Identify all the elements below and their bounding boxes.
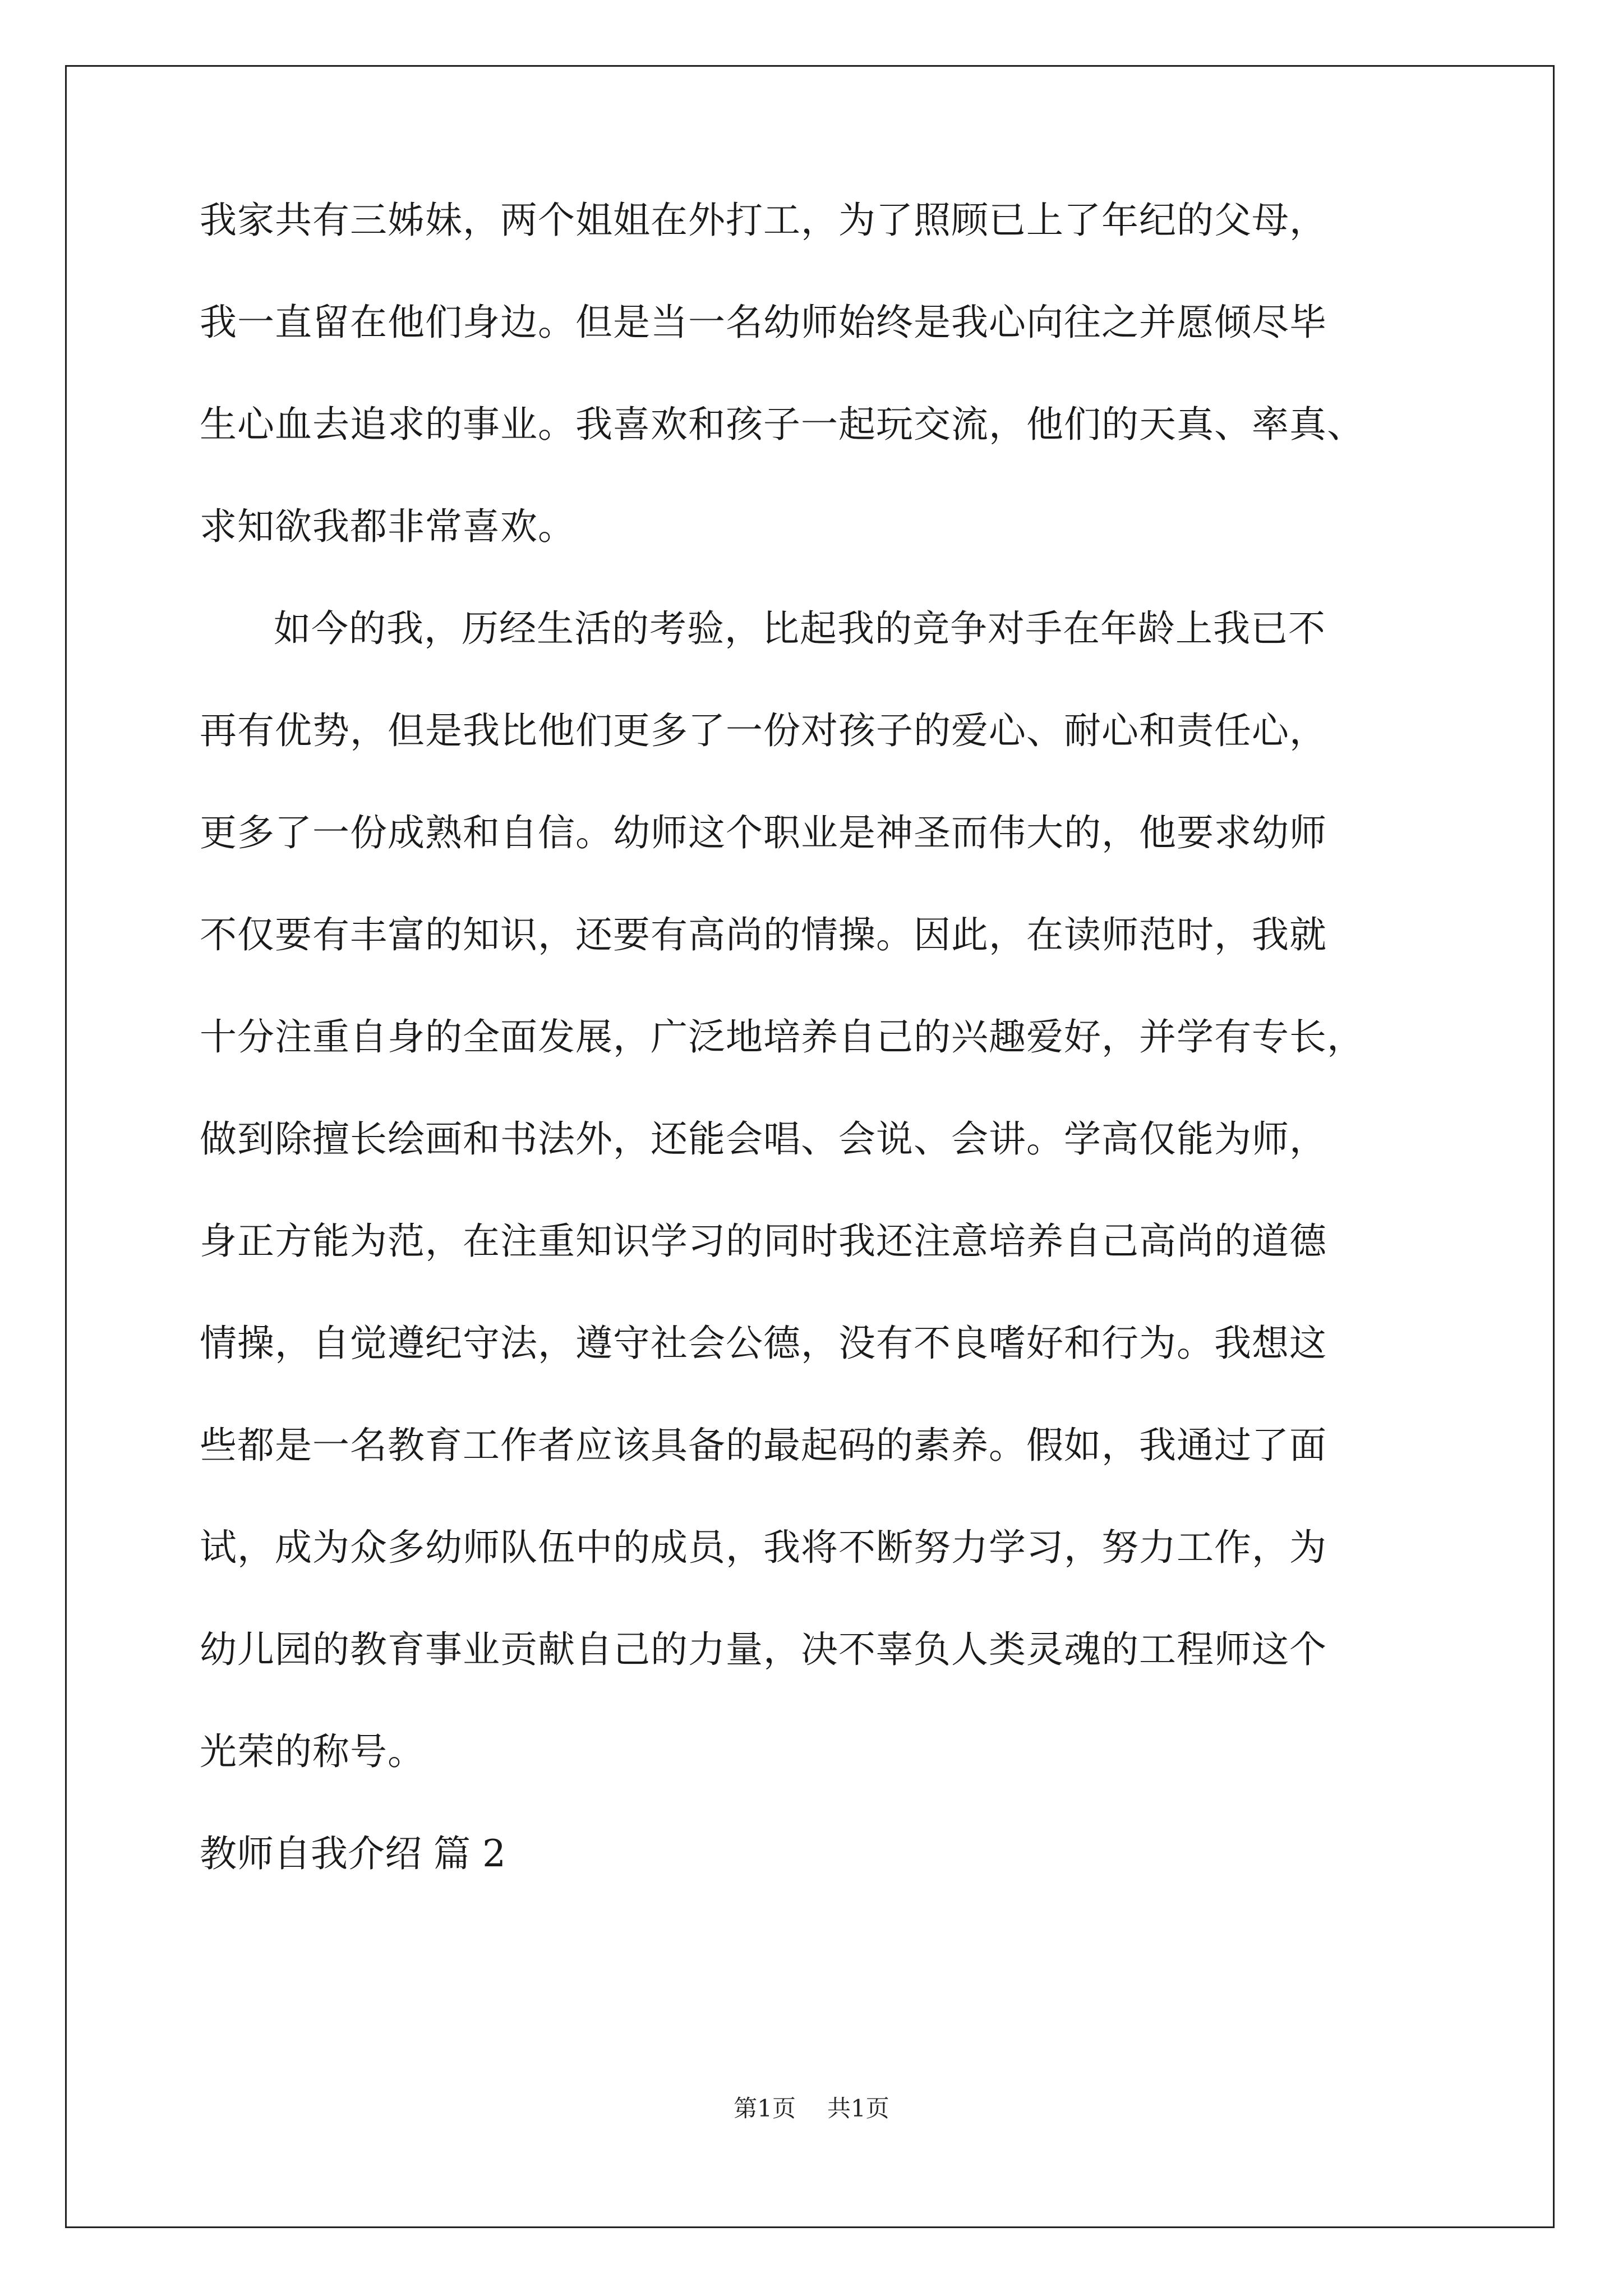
page-number: 第1页 [734,2095,796,2122]
text-line: 光荣的称号。 [200,1730,425,1773]
text-line: 情操，自觉遵纪守法，遵守社会公德，没有不良嗜好和行为。我想这 [200,1322,1327,1365]
text-line: 些都是一名教育工作者应该具备的最起码的素养。假如，我通过了面 [200,1424,1327,1467]
text-line: 不仅要有丰富的知识，还要有高尚的情操。因此，在读师范时，我就 [200,913,1327,956]
text-line: 更多了一份成熟和自信。幼师这个职业是神圣而伟大的，他要求幼师 [200,811,1327,854]
text-line: 十分注重自身的全面发展，广泛地培养自己的兴趣爱好，并学有专长， [200,1015,1364,1059]
text-line: 做到除擅长绘画和书法外，还能会唱、会说、会讲。学高仅能为师， [200,1117,1327,1161]
page-footer [0,2097,1623,2120]
text-line: 求知欲我都非常喜欢。 [200,505,575,548]
page-total: 共1页 [827,2095,889,2122]
text-line: 幼儿园的教育事业贡献自己的力量，决不辜负人类灵魂的工程师这个 [200,1628,1327,1671]
text-line: 我家共有三姊妹，两个姐姐在外打工，为了照顾已上了年纪的父母， [200,199,1327,242]
text-line: 再有优势，但是我比他们更多了一份对孩子的爱心、耐心和责任心， [200,709,1327,752]
text-line: 身正方能为范，在注重知识学习的同时我还注意培养自己高尚的道德 [200,1220,1327,1263]
text-line: 试，成为众多幼师队伍中的成员，我将不断努力学习，努力工作，为 [200,1526,1327,1569]
text-line: 我一直留在他们身边。但是当一名幼师始终是我心向往之并愿倾尽毕 [200,301,1327,344]
text-line: 生心血去追求的事业。我喜欢和孩子一起玩交流，他们的天真、率真、 [200,403,1364,446]
paragraph-first-line: 如今的我，历经生活的考验，比起我的竞争对手在年龄上我已不 [274,607,1326,650]
section-heading: 教师自我介绍 篇 2 [200,1832,506,1875]
document-body [200,199,1490,1875]
